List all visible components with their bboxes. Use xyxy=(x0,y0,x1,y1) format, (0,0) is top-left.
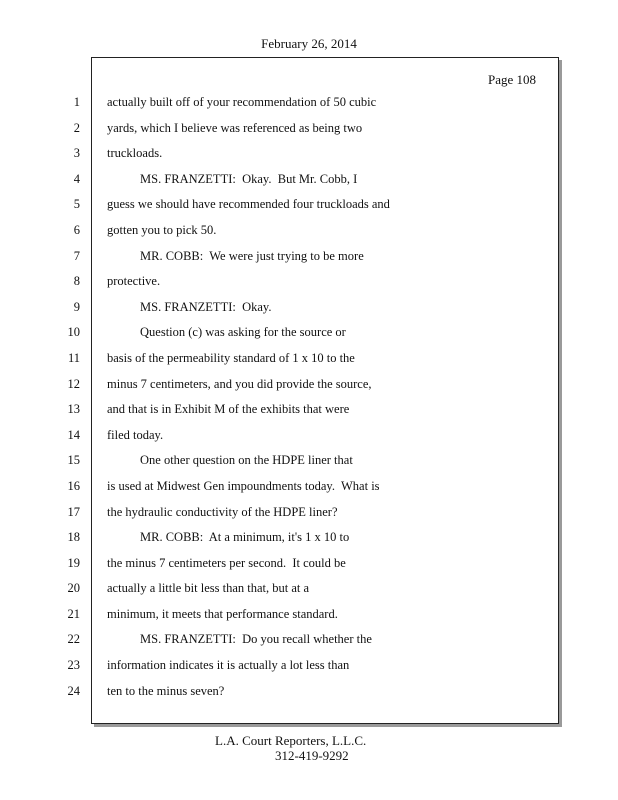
line-number: 9 xyxy=(73,299,80,314)
transcript-line: yards, which I believe was referenced as being two xyxy=(107,120,363,135)
line-number: 23 xyxy=(67,658,80,673)
transcript-line: MS. FRANZETTI: Okay. xyxy=(140,299,272,314)
line-number: 4 xyxy=(73,171,80,186)
line-number: 22 xyxy=(67,632,80,647)
line-number: 6 xyxy=(73,222,80,237)
line-number: 15 xyxy=(67,453,80,468)
transcript-line: MR. COBB: We were just trying to be more xyxy=(140,248,364,263)
page-number: Page 108 xyxy=(487,72,536,87)
transcript-line: actually a little bit less than that, but at a xyxy=(107,581,310,596)
transcript-line: minus 7 centimeters, and you did provide the source, xyxy=(107,376,372,391)
line-number: 24 xyxy=(67,683,80,698)
line-number: 10 xyxy=(67,325,80,340)
line-number: 1 xyxy=(73,95,80,109)
line-number: 19 xyxy=(67,555,80,570)
transcript-line: actually built off of your recommendation of 50 cubic xyxy=(107,95,377,109)
transcript-line: MS. FRANZETTI: Do you recall whether the xyxy=(140,632,372,647)
line-number: 12 xyxy=(67,376,80,391)
transcript-line: One other question on the HDPE liner that xyxy=(140,453,353,468)
transcript-line: Question (c) was asking for the source or xyxy=(140,325,346,340)
line-number: 20 xyxy=(67,581,80,596)
transcript-line: minimum, it meets that performance standard. xyxy=(107,606,338,621)
transcript-line: the hydraulic conductivity of the HDPE liner? xyxy=(107,504,338,519)
line-number: 3 xyxy=(73,146,80,161)
line-number: 18 xyxy=(67,530,80,545)
transcript-line: the minus 7 centimeters per second. It could be xyxy=(107,555,346,570)
header-date: February 26, 2014 xyxy=(261,36,357,51)
footer-firm-name: L.A. Court Reporters, L.L.C. xyxy=(215,733,367,748)
line-number-column xyxy=(40,94,80,708)
transcript-line: truckloads. xyxy=(107,146,163,161)
transcript-line: ten to the minus seven? xyxy=(107,683,225,698)
transcript-line: guess we should have recommended four truckloads and xyxy=(107,197,390,212)
transcript-line: and that is in Exhibit M of the exhibits that were xyxy=(107,402,350,417)
line-number: 11 xyxy=(67,350,80,365)
transcript-line: protective. xyxy=(107,274,161,289)
transcript-line: information indicates it is actually a lot less than xyxy=(107,658,350,673)
transcript-line: MR. COBB: At a minimum, it's 1 x 10 to xyxy=(140,530,350,545)
line-number: 7 xyxy=(73,248,80,263)
line-number: 2 xyxy=(73,120,80,135)
line-number: 16 xyxy=(67,478,80,493)
transcript-text xyxy=(107,94,547,708)
transcript-line: basis of the permeability standard of 1 x 10 to the xyxy=(107,350,355,365)
line-number: 13 xyxy=(67,402,80,417)
footer-phone: 312-419-9292 xyxy=(275,748,349,763)
line-number: 17 xyxy=(67,504,80,519)
line-number: 5 xyxy=(73,197,80,212)
line-number: 8 xyxy=(73,274,80,289)
line-number: 21 xyxy=(67,606,80,621)
transcript-line: is used at Midwest Gen impoundments today. What is xyxy=(107,478,380,493)
transcript-line: filed today. xyxy=(107,427,164,442)
line-number: 14 xyxy=(67,427,80,442)
transcript-line: MS. FRANZETTI: Okay. But Mr. Cobb, I xyxy=(140,171,358,186)
transcript-line: gotten you to pick 50. xyxy=(107,222,217,237)
